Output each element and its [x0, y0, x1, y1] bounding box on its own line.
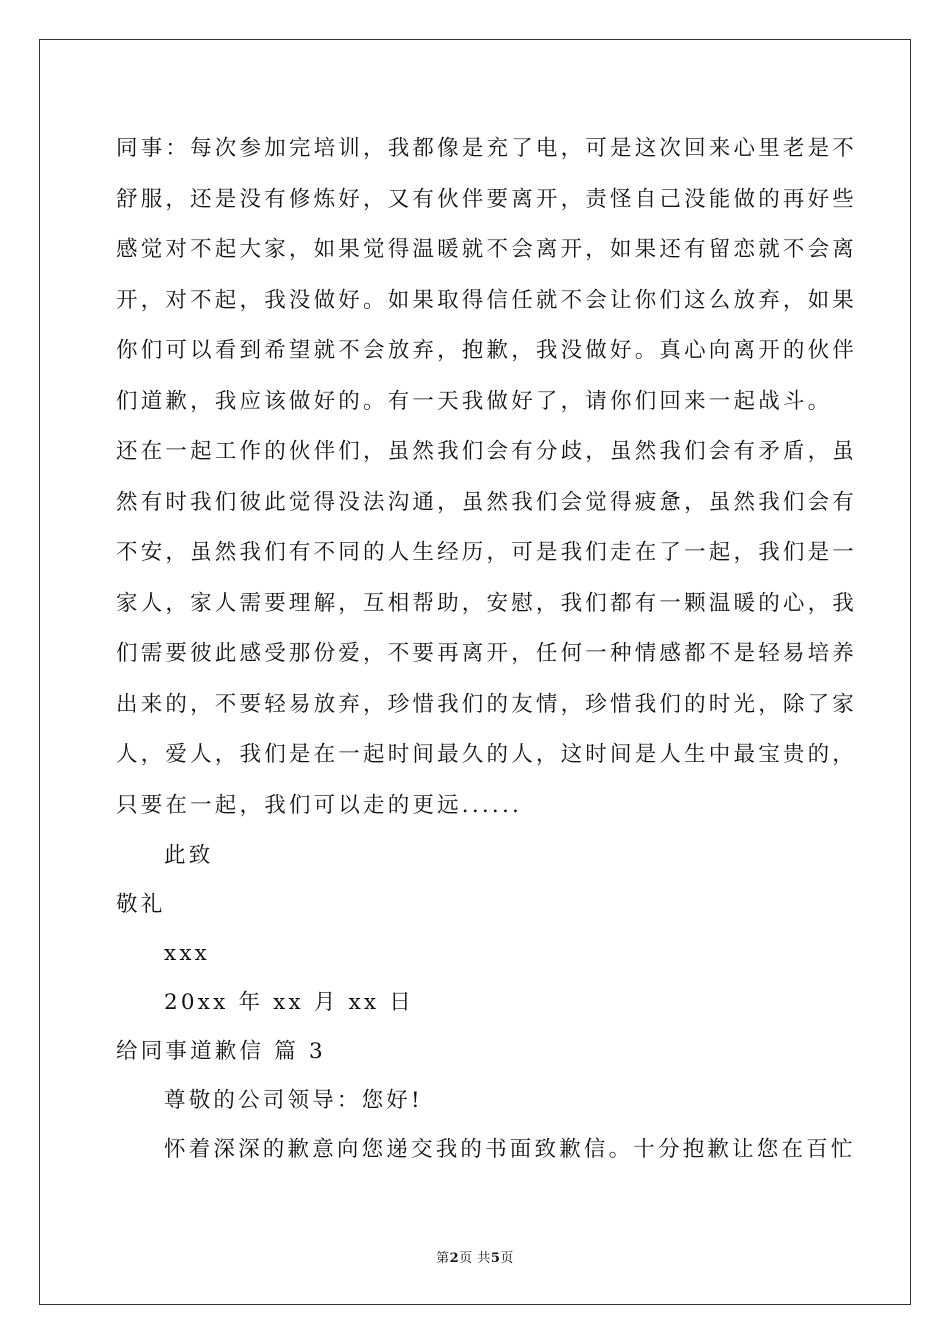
section-title: 给同事道歉信 篇 3: [116, 1039, 326, 1064]
body-line-5: 你们可以看到希望就不会放弃，抱歉，我没做好。真心向离开的伙伴: [116, 338, 858, 363]
footer-middle: 页 共: [459, 1251, 491, 1266]
body-line-10: 家人，家人需要理解，互相帮助，安慰，我们都有一颗温暖的心，我: [116, 590, 858, 616]
closing-salutation: 此致: [164, 843, 214, 868]
letter-date: 20xx 年 xx 月 xx 日: [164, 990, 414, 1015]
letter3-first-line: 怀着深深的歉意向您递交我的书面致歉信。十分抱歉让您在百忙: [164, 1137, 856, 1162]
body-line-3: 感觉对不起大家，如果觉得温暖就不会离开，如果还有留恋就不会离: [116, 237, 858, 262]
body-line-7: 还在一起工作的伙伴们，虽然我们会有分歧，虽然我们会有矛盾，虽: [116, 439, 858, 464]
closing-regards: 敬礼: [116, 892, 166, 917]
footer-suffix: 页: [500, 1251, 514, 1266]
document-body: [116, 124, 858, 1174]
body-line-13: 人，爱人，我们是在一起时间最久的人，这时间是人生中最宝贵的，: [116, 742, 858, 767]
body-line-11: 们需要彼此感受那份爱，不要再离开，任何一种情感都不是轻易培养: [116, 641, 858, 666]
page-footer: [0, 1247, 950, 1266]
footer-current-page: 2: [449, 1251, 460, 1266]
body-line-1: 同事：每次参加完培训，我都像是充了电，可是这次回来心里老是不: [116, 136, 858, 161]
body-line-6: 们道歉，我应该做好的。有一天我做好了，请你们回来一起战斗。: [116, 388, 833, 414]
body-line-12: 出来的，不要轻易放弃，珍惜我们的友情，珍惜我们的时光，除了家: [116, 691, 858, 717]
letter3-greeting: 尊敬的公司领导：您好!: [164, 1088, 423, 1113]
body-line-2: 舒服，还是没有修炼好，又有伙伴要离开，责怪自己没能做的再好些: [116, 186, 858, 212]
footer-prefix: 第: [436, 1251, 450, 1266]
signature: xxx: [164, 941, 210, 966]
body-line-4: 开，对不起，我没做好。如果取得信任就不会让你们这么放弃，如果: [116, 287, 858, 313]
footer-total-pages: 5: [490, 1251, 501, 1266]
body-line-8: 然有时我们彼此觉得没法沟通，虽然我们会觉得疲惫，虽然我们会有: [116, 489, 858, 515]
body-line-14: 只要在一起，我们可以走的更远......: [116, 792, 523, 818]
body-line-9: 不安，虽然我们有不同的人生经历，可是我们走在了一起，我们是一: [116, 540, 858, 565]
